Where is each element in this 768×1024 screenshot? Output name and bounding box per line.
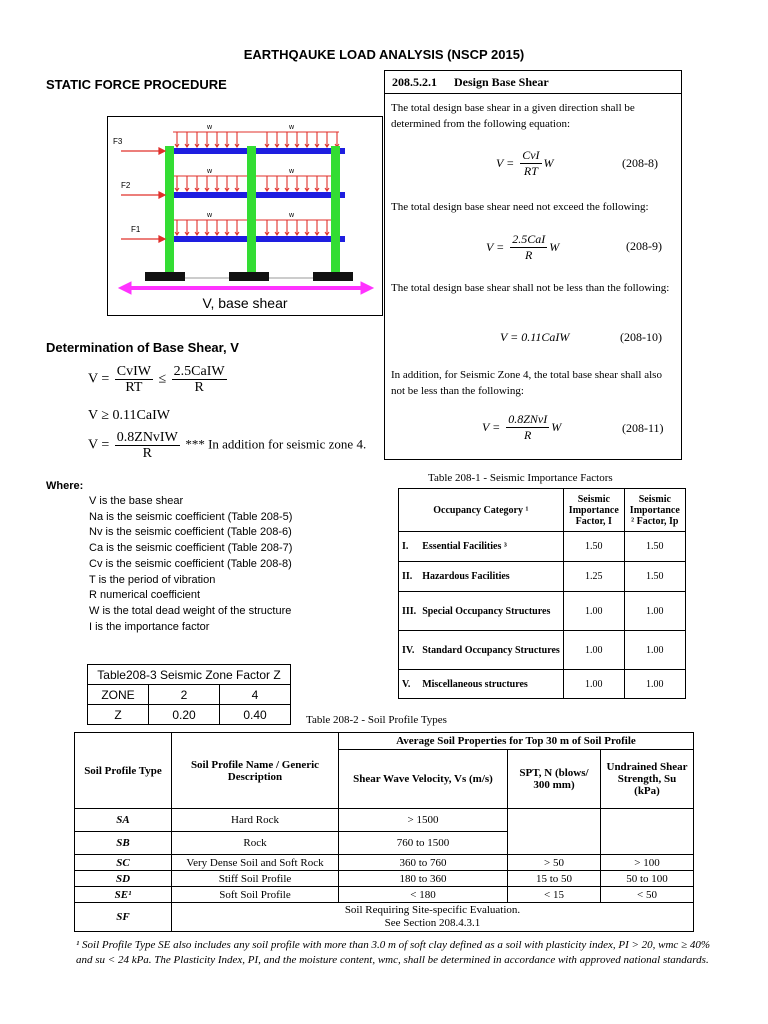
equation-number: (208-10) — [620, 330, 662, 344]
column-mid — [247, 146, 256, 274]
table-cell: 1.50 — [624, 532, 685, 562]
table-cell: 180 to 360 — [339, 871, 508, 887]
table-cell: Hard Rock — [172, 809, 339, 832]
section-heading — [392, 75, 549, 90]
equation-208-9: V = $\frac{\text{2.5CaI}}{R}$ W — [486, 232, 560, 262]
list-item: Nv is the seismic coefficient (Table 208-6) — [89, 526, 292, 539]
force-label: F3 — [113, 137, 123, 146]
list-item: Na is the seismic coefficient (Table 208-5) — [89, 510, 293, 523]
list-item: Cv is the seismic coefficient (Table 208-8) — [89, 557, 292, 570]
table-cell: Very Dense Soil and Soft Rock — [172, 855, 339, 871]
load-label: w — [289, 168, 295, 175]
table-cell: 1.00 — [563, 631, 624, 670]
table-cell: 1.00 — [624, 670, 685, 699]
list-item: V is the base shear — [89, 495, 184, 507]
table-cell: 15 to 50 — [508, 871, 601, 887]
table-cell: SD — [75, 871, 172, 887]
table-cell: 0.40 — [220, 705, 291, 725]
section-number: 208.5.2.1 — [392, 75, 437, 89]
equation-208-11: V = $\frac{\text{0.8ZNvI}}{R}$ W — [482, 412, 562, 442]
where-list — [89, 494, 292, 635]
not-less-text: The total design base shear shall not be less than the following: — [391, 282, 670, 294]
table-cell: Standard Occupancy Structures — [419, 631, 563, 670]
list-item: Ca is the seismic coefficient (Table 208-7) — [89, 542, 293, 555]
header-cell: SPT, N (blows/ 300 mm) — [508, 750, 601, 809]
table-cell: SA — [75, 809, 172, 832]
column-right — [331, 146, 340, 274]
table-cell: 1.25 — [563, 562, 624, 592]
table-cell: SC — [75, 855, 172, 871]
not-exceed-text: The total design base shear need not exceed the following: — [391, 201, 649, 213]
table-cell: IV. — [399, 631, 420, 670]
equation-208-10: V = 0.11CaIW — [500, 330, 570, 344]
footnote: ¹ Soil Profile Type SE also includes any soil profile with more than 3.0 m of soft clay defined as a soil with plasticity index, PI > 20, wmc ≥ 40% and su < 24 kPa. The Plasticity Index, PI, and the moisture content, wmc, shall be determined in accordance with approved national standards. — [76, 939, 711, 966]
table-row — [75, 903, 694, 932]
support-mid — [229, 272, 269, 281]
intro-text: The total design base shear in a given direction shall be determined from the following equation: — [391, 102, 635, 130]
table-cell: 4 — [220, 685, 291, 705]
sf-text: Soil Requiring Site-specific Evaluation. — [344, 904, 521, 916]
table-cell: ZONE — [88, 685, 149, 705]
soil-profile-table — [74, 732, 694, 932]
table-cell: I. — [399, 532, 420, 562]
header-cell: Average Soil Properties for Top 30 m of Soil Profile — [339, 733, 694, 750]
header-cell: Seismic Importance ² Factor, Ip — [624, 489, 685, 532]
force-label: F2 — [121, 181, 131, 190]
table-caption: Table208-3 Seismic Zone Factor Z — [88, 665, 291, 685]
table-row — [75, 855, 694, 871]
table-cell: II. — [399, 562, 420, 592]
equation-208-8: V = $\frac{\text{CvI}}{RT}$ W — [496, 148, 554, 178]
table-cell: < 50 — [601, 887, 694, 903]
table-cell — [601, 809, 694, 855]
base-shear-label: V, base shear — [202, 295, 288, 311]
support-right — [313, 272, 353, 281]
table-cell: 1.00 — [624, 592, 685, 631]
table-cell: Special Occupancy Structures — [419, 592, 563, 631]
table-row — [399, 670, 686, 699]
zone4-text: In addition, for Seismic Zone 4, the total base shear shall also not be less than the following: — [391, 369, 662, 397]
load-label: w — [207, 124, 213, 131]
table-cell: 1.50 — [624, 562, 685, 592]
table-cell: Z — [88, 705, 149, 725]
header-cell: Undrained Shear Strength, Su (kPa) — [601, 750, 694, 809]
table-cell: < 15 — [508, 887, 601, 903]
table-row — [399, 631, 686, 670]
table-row — [399, 532, 686, 562]
table-cell — [508, 809, 601, 855]
table-cell: Stiff Soil Profile — [172, 871, 339, 887]
sf-text: See Section 208.4.3.1 — [384, 917, 481, 929]
header-cell: Soil Profile Name / Generic Description — [172, 733, 339, 809]
table-cell: Miscellaneous structures — [419, 670, 563, 699]
table-cell: 1.00 — [563, 670, 624, 699]
table-cell: III. — [399, 592, 420, 631]
importance-factor-table — [398, 488, 686, 699]
formula-1: V = $\frac{\text{CvIW}}{RT}$ ≤ $\frac{\text{2.5CaIW}}{R}$ — [88, 364, 225, 395]
list-item: R numerical coefficient — [89, 589, 201, 602]
table-cell: Soft Soil Profile — [172, 887, 339, 903]
support-left — [145, 272, 185, 281]
table-row — [75, 809, 694, 832]
list-item: I is the importance factor — [89, 620, 210, 633]
table-cell: 1.00 — [563, 592, 624, 631]
table-header-row — [75, 733, 694, 750]
determination-heading: Determination of Base Shear, V — [46, 340, 239, 355]
table-row — [88, 685, 291, 705]
table-row — [88, 705, 291, 725]
list-item: T is the period of vibration — [89, 573, 216, 586]
table-row — [399, 562, 686, 592]
load-label: w — [289, 124, 295, 131]
table-cell: 360 to 760 — [339, 855, 508, 871]
formula-3: V = $\frac{\text{0.8ZNvIW}}{R}$ *** In addition for seismic zone 4. — [88, 430, 367, 461]
table-cell: V. — [399, 670, 420, 699]
header-cell: Seismic Importance Factor, I — [563, 489, 624, 532]
load-label: w — [289, 212, 295, 219]
table-cell: 1.50 — [563, 532, 624, 562]
table-cell — [172, 903, 694, 932]
section-title: Design Base Shear — [454, 75, 549, 89]
column-left — [165, 146, 174, 274]
where-label: Where: — [46, 480, 84, 492]
soil-table-caption: Table 208-2 - Soil Profile Types — [306, 714, 447, 726]
load-label: w — [207, 168, 213, 175]
table-cell: SB — [75, 832, 172, 855]
force-label: F1 — [131, 225, 141, 234]
table-row — [75, 871, 694, 887]
table-cell: Rock — [172, 832, 339, 855]
table-cell: SE¹ — [75, 887, 172, 903]
table-cell: > 100 — [601, 855, 694, 871]
table-cell: SF — [75, 903, 172, 932]
zone-factor-table — [87, 664, 291, 725]
table-header-row — [399, 489, 686, 532]
table-cell: Hazardous Facilities — [419, 562, 563, 592]
frame-diagram — [107, 116, 383, 316]
table-cell: 50 to 100 — [601, 871, 694, 887]
table-cell: > 1500 — [339, 809, 508, 832]
list-item: W is the total dead weight of the structure — [89, 604, 292, 617]
table-row — [399, 592, 686, 631]
header-cell: Soil Profile Type — [75, 733, 172, 809]
formula-2: V ≥ 0.11CaIW — [88, 408, 170, 423]
header-cell: Shear Wave Velocity, Vs (m/s) — [339, 750, 508, 809]
static-heading: STATIC FORCE PROCEDURE — [46, 77, 227, 92]
page-title: EARTHQAUKE LOAD ANALYSIS (NSCP 2015) — [243, 47, 525, 62]
header-cell: Occupancy Category ¹ — [399, 489, 564, 532]
table-cell: 0.20 — [149, 705, 220, 725]
table-cell: Essential Facilities ³ — [419, 532, 563, 562]
table-cell: 1.00 — [624, 631, 685, 670]
equation-number: (208-9) — [626, 239, 662, 253]
table-cell: < 180 — [339, 887, 508, 903]
table-cell: 2 — [149, 685, 220, 705]
table-cell: > 50 — [508, 855, 601, 871]
equation-number: (208-11) — [622, 421, 664, 435]
table-row — [75, 887, 694, 903]
equation-number: (208-8) — [622, 156, 658, 170]
load-label: w — [207, 212, 213, 219]
supports — [145, 272, 353, 281]
divider — [384, 93, 682, 94]
importance-table-caption: Table 208-1 - Seismic Importance Factors — [428, 472, 613, 484]
table-cell: 760 to 1500 — [339, 832, 508, 855]
frame-border — [108, 117, 383, 316]
